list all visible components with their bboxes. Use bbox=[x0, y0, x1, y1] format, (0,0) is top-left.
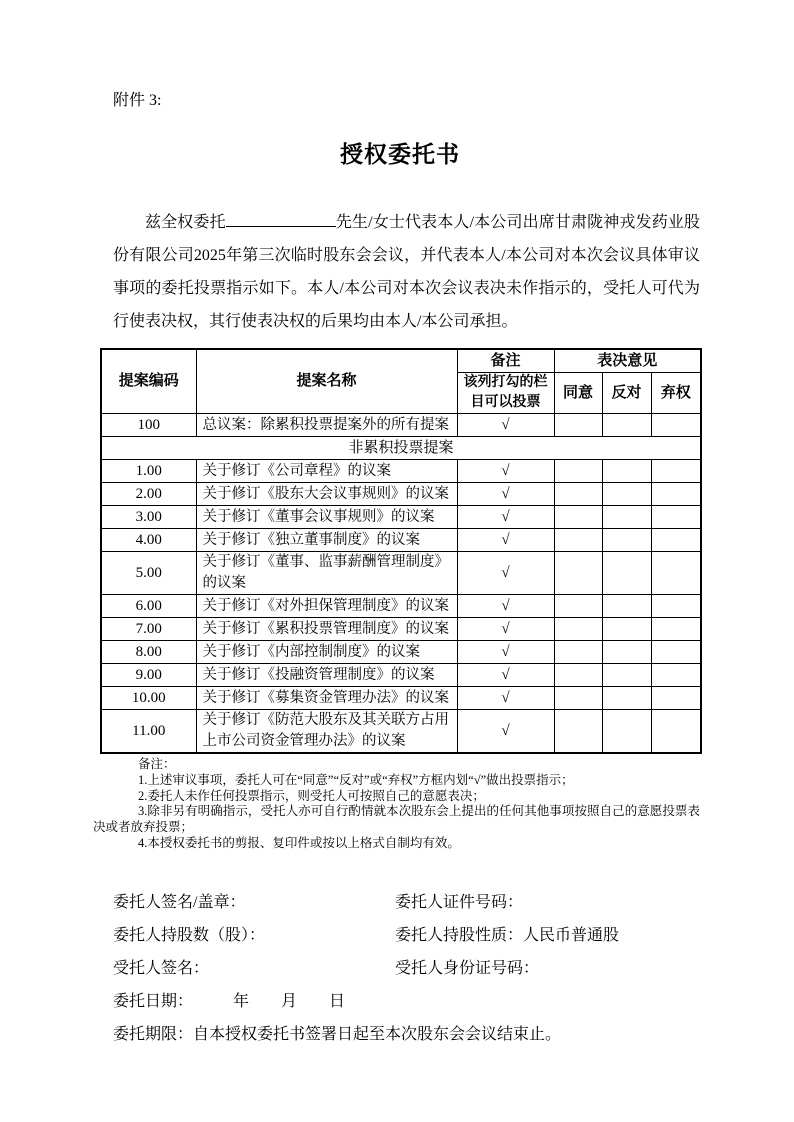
proposal-row bbox=[101, 460, 701, 483]
remark-checkmark: √ bbox=[457, 483, 554, 506]
col-header-remark: 备注 bbox=[457, 349, 554, 373]
preamble-paragraph bbox=[113, 206, 700, 338]
vote-against-cell bbox=[602, 687, 651, 710]
signature-field-label-left: 委托人持股数（股）： bbox=[113, 926, 266, 944]
vote-agree-cell bbox=[554, 710, 602, 754]
remark-checkmark: √ bbox=[457, 460, 554, 483]
vote-against-cell bbox=[602, 506, 651, 529]
vote-against-cell bbox=[602, 595, 651, 618]
signature-field-label-left: 受托人签名： bbox=[113, 959, 210, 977]
vote-abstain-cell bbox=[651, 529, 701, 552]
proposal-row bbox=[101, 641, 701, 664]
proposal-row bbox=[101, 664, 701, 687]
proposal-code: 2.00 bbox=[101, 483, 196, 506]
vote-against-cell bbox=[602, 529, 651, 552]
remark-checkmark: √ bbox=[457, 506, 554, 529]
note-item: 3.除非另有明确指示，受托人亦可自行酌情就本次股东会上提出的任何其他事项按照自己的意愿投票表决或者放弃投票； bbox=[93, 804, 700, 835]
preamble-body: 先生/女士代表本人/本公司出席甘肃陇神戎发药业股份有限公司2025年第三次临时股东会会议，并代表本人/本公司对本次会议具体审议事项的委托投票指示如下。本人/本公司对本次会议表决未作指示的，受托人可代为行使表决权，其行使表决权的后果均由本人/本公司承担。 bbox=[113, 214, 700, 330]
col-header-abstain: 弃权 bbox=[651, 373, 701, 414]
vote-agree-cell bbox=[554, 460, 602, 483]
remark-checkmark: √ bbox=[457, 529, 554, 552]
signature-row bbox=[113, 892, 700, 914]
proposal-name: 关于修订《董事会议事规则》的议案 bbox=[196, 506, 457, 529]
proposal-row bbox=[101, 687, 701, 710]
signature-field-label-right: 委托人证件号码： bbox=[395, 893, 524, 911]
notes-label: 备注： bbox=[138, 757, 176, 771]
proposal-table bbox=[100, 348, 702, 754]
vote-agree-cell bbox=[554, 506, 602, 529]
preamble-lead: 兹全权委托 bbox=[145, 214, 226, 231]
signature-field-label-right: 委托人持股性质：人民币普通股 bbox=[395, 926, 620, 944]
notes-section bbox=[93, 757, 700, 852]
note-item: 2.委托人未作任何投票指示，则受托人可按照自己的意愿表决； bbox=[138, 788, 485, 803]
proposal-code: 4.00 bbox=[101, 529, 196, 552]
document-content bbox=[93, 92, 700, 1046]
note-item: 1.上述审议事项，委托人可在“同意”“反对”或“弃权”方框内划“√”做出投票指示； bbox=[138, 772, 574, 787]
proposal-code: 7.00 bbox=[101, 618, 196, 641]
vote-agree-cell bbox=[554, 529, 602, 552]
vote-agree-cell bbox=[554, 618, 602, 641]
col-header-vote-opinion: 表决意见 bbox=[554, 349, 701, 373]
proposal-row bbox=[101, 414, 701, 437]
proposal-name: 关于修订《累积投票管理制度》的议案 bbox=[196, 618, 457, 641]
vote-against-cell bbox=[602, 483, 651, 506]
proposal-row bbox=[101, 595, 701, 618]
remark-checkmark: √ bbox=[457, 687, 554, 710]
vote-against-cell bbox=[602, 710, 651, 754]
proposal-code: 3.00 bbox=[101, 506, 196, 529]
vote-against-cell bbox=[602, 641, 651, 664]
proposal-name: 关于修订《内部控制制度》的议案 bbox=[196, 641, 457, 664]
proposal-name: 关于修订《防范大股东及其关联方占用上市公司资金管理办法》的议案 bbox=[196, 710, 457, 754]
proposal-code: 10.00 bbox=[101, 687, 196, 710]
page-title: 授权委托书 bbox=[340, 142, 460, 167]
vote-agree-cell bbox=[554, 687, 602, 710]
vote-abstain-cell bbox=[651, 618, 701, 641]
proposal-row bbox=[101, 506, 701, 529]
vote-abstain-cell bbox=[651, 483, 701, 506]
vote-against-cell bbox=[602, 414, 651, 437]
vote-agree-cell bbox=[554, 595, 602, 618]
signature-row bbox=[113, 958, 700, 980]
proposal-name: 总议案：除累积投票提案外的所有提案 bbox=[196, 414, 457, 437]
vote-agree-cell bbox=[554, 414, 602, 437]
vote-abstain-cell bbox=[651, 664, 701, 687]
table-header-row-1 bbox=[101, 349, 701, 373]
remark-checkmark: √ bbox=[457, 664, 554, 687]
authorization-period-line: 委托期限：自本授权委托书签署日起至本次股东会会议结束止。 bbox=[113, 1025, 562, 1043]
proposal-row bbox=[101, 618, 701, 641]
proposal-name: 关于修订《股东大会议事规则》的议案 bbox=[196, 483, 457, 506]
vote-against-cell bbox=[602, 664, 651, 687]
vote-against-cell bbox=[602, 552, 651, 595]
signature-row bbox=[113, 925, 700, 947]
proposal-name: 关于修订《募集资金管理办法》的议案 bbox=[196, 687, 457, 710]
vote-agree-cell bbox=[554, 664, 602, 687]
signature-field-label-left: 委托人签名/盖章： bbox=[113, 893, 246, 911]
proposal-code: 1.00 bbox=[101, 460, 196, 483]
attachment-label: 附件 3: bbox=[113, 92, 162, 109]
vote-agree-cell bbox=[554, 641, 602, 664]
remark-checkmark: √ bbox=[457, 641, 554, 664]
proposal-code: 5.00 bbox=[101, 552, 196, 595]
authorization-date-line: 委托日期： 年 月 日 bbox=[113, 992, 346, 1010]
vote-against-cell bbox=[602, 618, 651, 641]
vote-agree-cell bbox=[554, 483, 602, 506]
remark-checkmark: √ bbox=[457, 710, 554, 754]
proposal-row bbox=[101, 483, 701, 506]
note-item: 4.本授权委托书的剪报、复印件或按以上格式自制均有效。 bbox=[138, 835, 460, 850]
proposal-code: 9.00 bbox=[101, 664, 196, 687]
vote-agree-cell bbox=[554, 552, 602, 595]
vote-abstain-cell bbox=[651, 687, 701, 710]
proposal-code: 6.00 bbox=[101, 595, 196, 618]
proposal-name: 关于修订《公司章程》的议案 bbox=[196, 460, 457, 483]
proposal-row bbox=[101, 529, 701, 552]
proposal-name: 关于修订《独立董事制度》的议案 bbox=[196, 529, 457, 552]
col-header-proposal-name: 提案名称 bbox=[196, 349, 457, 414]
proposal-row bbox=[101, 552, 701, 595]
vote-abstain-cell bbox=[651, 460, 701, 483]
vote-against-cell bbox=[602, 460, 651, 483]
section-label: 非累积投票提案 bbox=[101, 437, 701, 460]
remark-checkmark: √ bbox=[457, 595, 554, 618]
remark-checkmark: √ bbox=[457, 552, 554, 595]
vote-abstain-cell bbox=[651, 552, 701, 595]
vote-abstain-cell bbox=[651, 595, 701, 618]
col-header-remark-sub: 该列打勾的栏目可以投票 bbox=[457, 373, 554, 414]
proposal-name: 关于修订《董事、监事薪酬管理制度》的议案 bbox=[196, 552, 457, 595]
proposal-row bbox=[101, 710, 701, 754]
vote-abstain-cell bbox=[651, 710, 701, 754]
proposal-code: 100 bbox=[101, 414, 196, 437]
remark-checkmark: √ bbox=[457, 414, 554, 437]
proposal-name: 关于修订《投融资管理制度》的议案 bbox=[196, 664, 457, 687]
proposal-code: 11.00 bbox=[101, 710, 196, 754]
attorney-name-blank bbox=[226, 211, 336, 227]
vote-abstain-cell bbox=[651, 641, 701, 664]
remark-checkmark: √ bbox=[457, 618, 554, 641]
col-header-proposal-code: 提案编码 bbox=[101, 349, 196, 414]
vote-abstain-cell bbox=[651, 414, 701, 437]
proposal-name: 关于修订《对外担保管理制度》的议案 bbox=[196, 595, 457, 618]
col-header-against: 反对 bbox=[602, 373, 651, 414]
section-row bbox=[101, 437, 701, 460]
col-header-agree: 同意 bbox=[554, 373, 602, 414]
signature-field-label-right: 受托人身份证号码： bbox=[395, 959, 540, 977]
proposal-code: 8.00 bbox=[101, 641, 196, 664]
signature-section bbox=[113, 892, 700, 1046]
vote-abstain-cell bbox=[651, 506, 701, 529]
